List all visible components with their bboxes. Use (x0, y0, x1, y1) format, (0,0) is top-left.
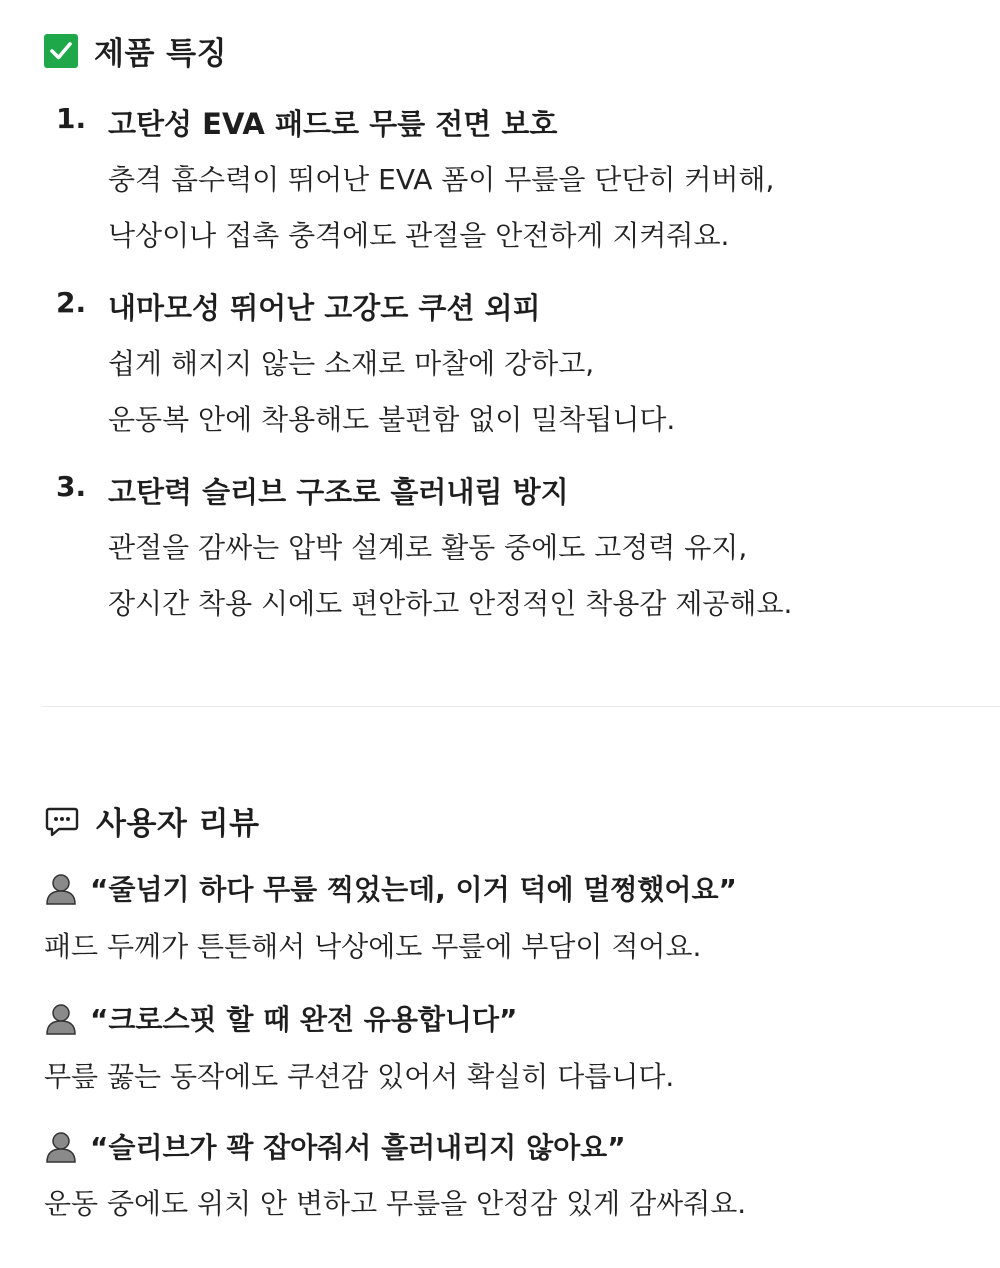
review-quote-text: “줄넘기 하다 무릎 찍었는데, 이거 덕에 멀쩡했어요” (90, 873, 737, 906)
features-heading (44, 28, 227, 73)
section-divider (42, 706, 1000, 707)
feature-title: 고탄력 슬리브 구조로 흘러내림 방지 (108, 475, 569, 509)
review-body: 운동 중에도 위치 안 변하고 무릎을 안정감 있게 감싸줘요. (44, 1187, 747, 1220)
feature-number: 1. (56, 102, 87, 135)
features-heading-text: 제품 특징 (94, 36, 228, 72)
review-quote (44, 1126, 626, 1166)
person-icon (44, 871, 78, 905)
feature-title: 고탄성 EVA 패드로 무릎 전면 보호 (108, 107, 558, 141)
feature-number: 3. (56, 470, 87, 503)
feature-description-line: 운동복 안에 착용해도 불편함 없이 밀착됩니다. (108, 403, 676, 436)
review-body: 무릎 꿇는 동작에도 쿠션감 있어서 확실히 다릅니다. (44, 1060, 675, 1093)
reviews-heading (44, 798, 260, 843)
feature-description-line: 장시간 착용 시에도 편안하고 안정적인 착용감 제공해요. (108, 587, 793, 620)
person-icon (44, 1129, 78, 1163)
feature-description-line: 관절을 감싸는 압박 설계로 활동 중에도 고정력 유지, (108, 531, 748, 564)
review-quote (44, 998, 517, 1038)
feature-description-line: 낙상이나 접촉 충격에도 관절을 안전하게 지켜줘요. (108, 219, 730, 252)
review-body: 패드 두께가 튼튼해서 낙상에도 무릎에 부담이 적어요. (44, 930, 702, 963)
speech-bubble-icon (44, 803, 80, 839)
feature-title: 내마모성 뛰어난 고강도 쿠션 외피 (108, 291, 541, 325)
feature-description-line: 충격 흡수력이 뛰어난 EVA 폼이 무릎을 단단히 커버해, (108, 163, 775, 196)
review-quote-text: “슬리브가 꽉 잡아줘서 흘러내리지 않아요” (90, 1131, 626, 1164)
review-quote-text: “크로스핏 할 때 완전 유용합니다” (90, 1003, 518, 1036)
checkmark-icon (44, 34, 78, 68)
review-quote (44, 868, 737, 908)
reviews-heading-text: 사용자 리뷰 (96, 806, 260, 842)
person-icon (44, 1001, 78, 1035)
feature-description-line: 쉽게 해지지 않는 소재로 마찰에 강하고, (108, 347, 595, 380)
feature-number: 2. (56, 286, 87, 319)
